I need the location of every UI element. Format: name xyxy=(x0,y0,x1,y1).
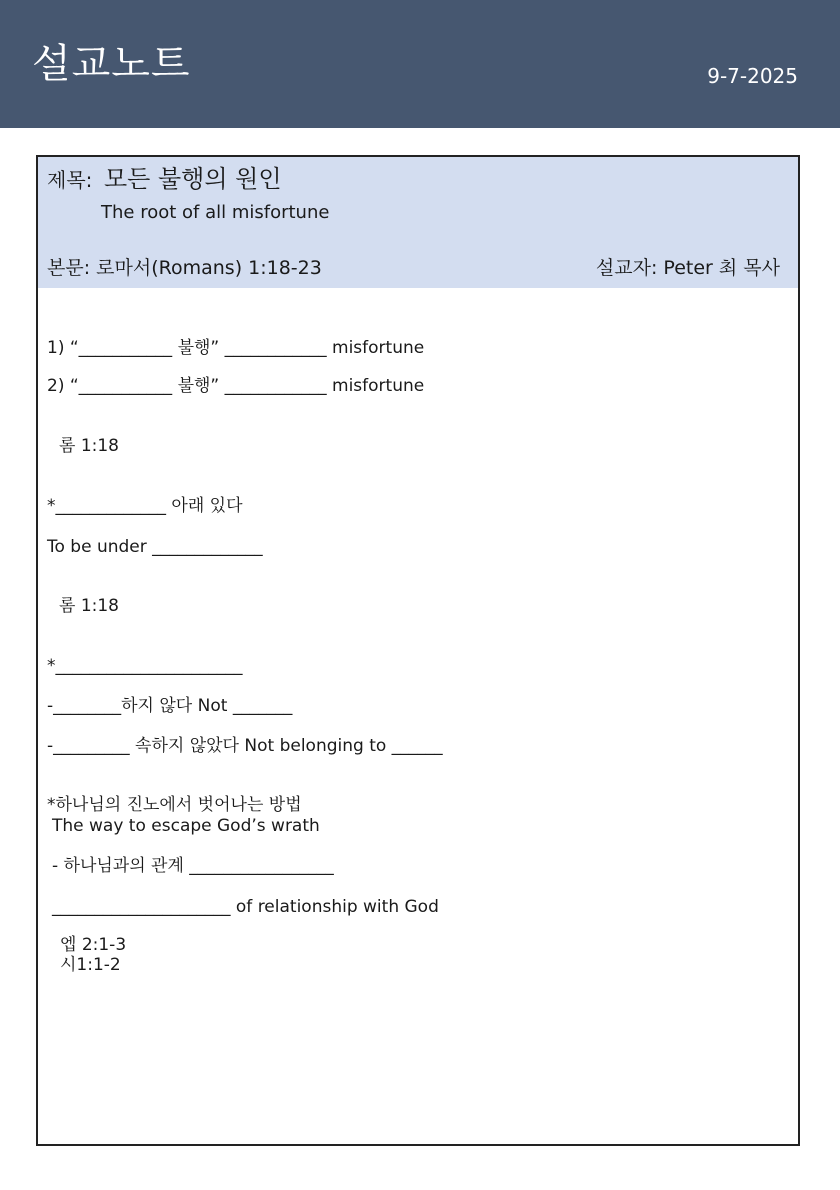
scripture-reference: 롬 1:18 xyxy=(59,596,120,616)
note-line: - 하나님과의 관계 _________________ xyxy=(52,856,334,876)
scripture-reference: 엡 2:1-3 xyxy=(60,935,127,955)
note-line: *_____________ 아래 있다 xyxy=(47,496,243,516)
app-header-bar xyxy=(0,0,840,128)
note-line: *______________________ xyxy=(47,656,243,676)
note-line: To be under _____________ xyxy=(47,537,263,557)
note-line: 2) “___________ 불행” ____________ misfortune xyxy=(47,376,425,396)
note-line: _____________________ of relationship with God xyxy=(52,897,439,917)
scripture-passage: 본문: 로마서(Romans) 1:18-23 xyxy=(47,257,322,279)
sermon-note-sheet xyxy=(36,155,800,1146)
sermon-date: 9-7-2025 xyxy=(707,64,798,88)
sermon-info-box xyxy=(38,157,798,288)
scripture-reference: 롬 1:18 xyxy=(59,436,120,456)
preacher-name: 설교자: Peter 최 목사 xyxy=(595,257,780,279)
sermon-title-korean: 모든 불행의 원인 xyxy=(104,165,282,193)
note-line: -________하지 않다 Not _______ xyxy=(47,696,293,716)
sermon-title-english: The root of all misfortune xyxy=(101,202,330,223)
note-line: The way to escape God’s wrath xyxy=(52,816,320,836)
note-line: 1) “___________ 불행” ____________ misfortune xyxy=(47,338,425,358)
note-heading: *하나님의 진노에서 벗어나는 방법 xyxy=(47,795,302,815)
title-label: 제목: xyxy=(47,168,93,192)
app-title: 설교노트 xyxy=(32,41,191,87)
note-line: -_________ 속하지 않았다 Not belonging to ______ xyxy=(47,736,443,756)
scripture-reference: 시1:1-2 xyxy=(60,955,121,975)
